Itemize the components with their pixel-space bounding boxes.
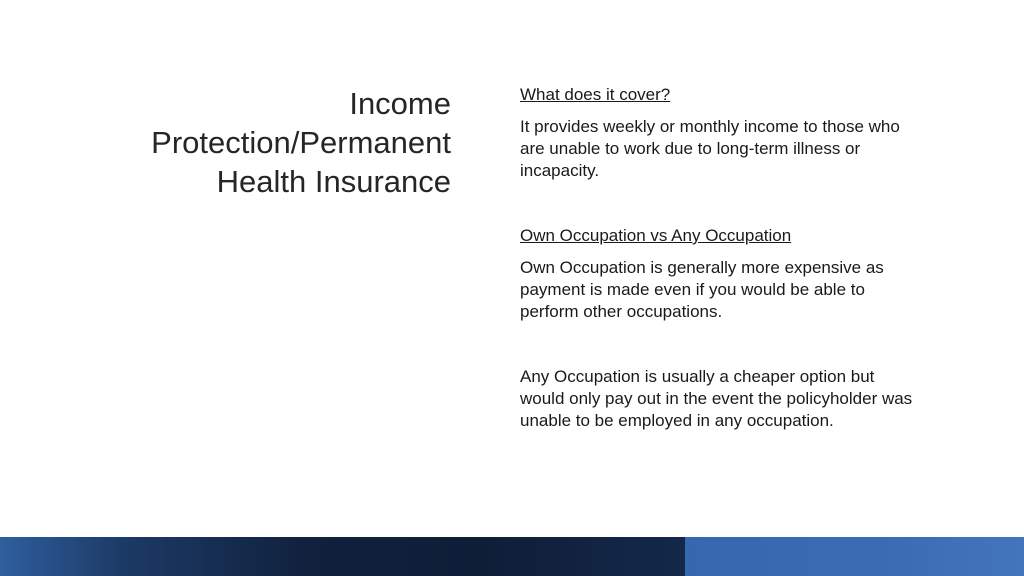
footer-band-dark bbox=[0, 537, 685, 576]
slide-title bbox=[71, 84, 451, 201]
coverage-heading: What does it cover? bbox=[520, 85, 671, 104]
own-occupation-body: Own Occupation is generally more expensive as payment is made even if you would be able to perform other occupations. bbox=[520, 258, 884, 321]
title-line-2: Protection/Permanent bbox=[151, 125, 451, 160]
title-line-1: Income bbox=[349, 86, 451, 121]
footer-band bbox=[0, 537, 1024, 576]
occupation-heading: Own Occupation vs Any Occupation bbox=[520, 226, 792, 245]
slide-content bbox=[520, 84, 920, 432]
footer-band-light bbox=[685, 537, 1024, 576]
coverage-body: It provides weekly or monthly income to those who are unable to work due to long-term illness or incapacity. bbox=[520, 117, 900, 180]
any-occupation-body: Any Occupation is usually a cheaper option but would only pay out in the event the policyholder was unable to be employed in any occupation. bbox=[520, 367, 913, 430]
title-line-3: Health Insurance bbox=[216, 164, 451, 199]
